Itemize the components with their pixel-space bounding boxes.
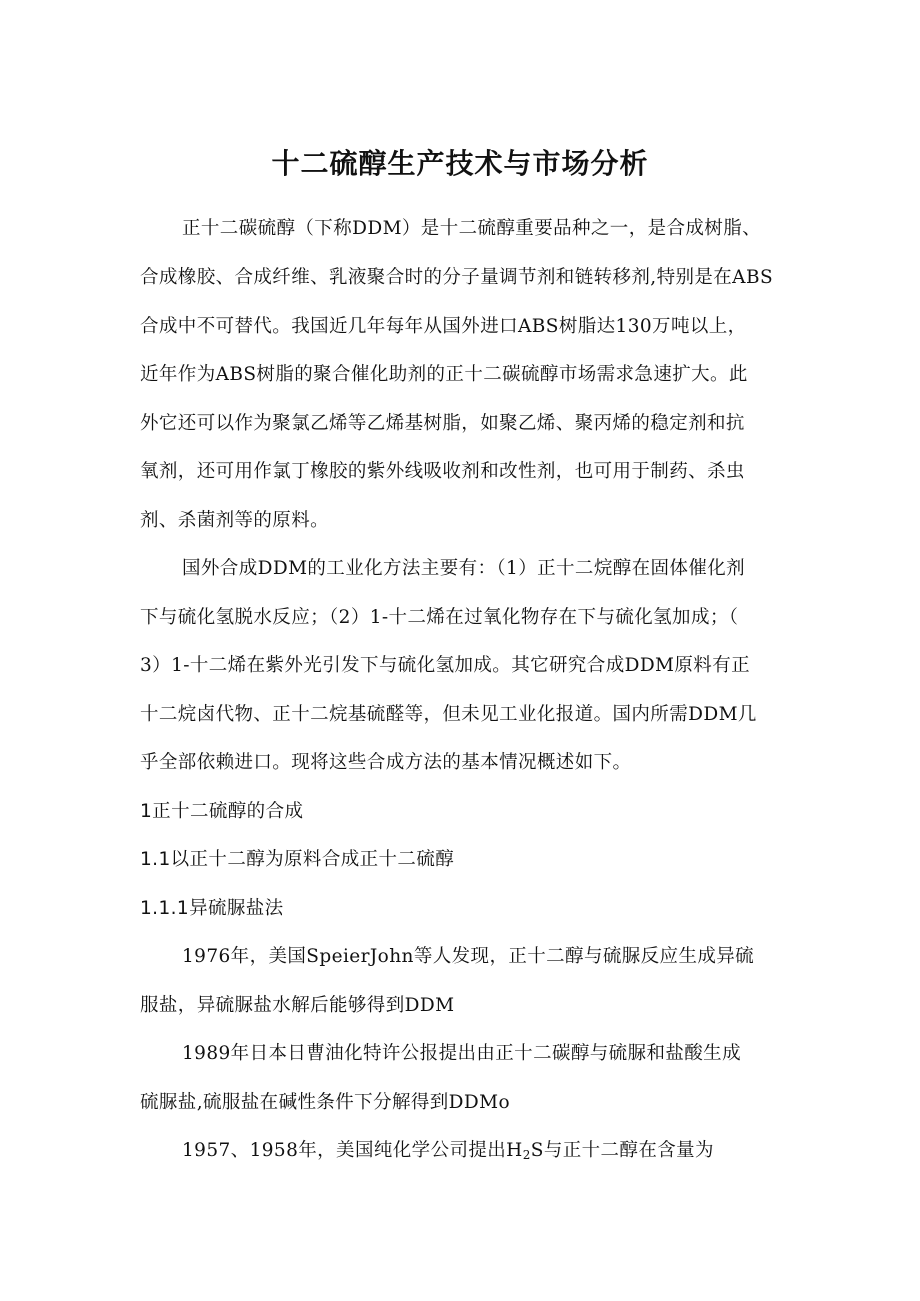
text-line: 3）1-十二烯在紫外光引发下与硫化氢加成。其它研究合成DDM原料有正: [140, 655, 751, 676]
text-line: 合成中不可替代。我国近几年每年从国外进口ABS树脂达130万吨以上，: [140, 316, 747, 337]
text-segment: 1957、1958年，美国纯化学公司提出H: [182, 1140, 523, 1161]
text-line: 乎全部依赖进口。现将这些合成方法的基本情况概述如下。: [140, 752, 632, 773]
text-line: 1976年，美国SpeierJohn等人发现，正十二醇与硫脲反应生成异硫: [182, 946, 755, 967]
text-line: 十二烷卤代物、正十二烷基硫醛等，但未见工业化报道。国内所需DDM几: [140, 704, 757, 725]
text-line: 剂、杀菌剂等的原料。: [140, 510, 330, 531]
text-line: 氧剂，还可用作氯丁橡胶的紫外线吸收剂和改性剂，也可用于制药、杀虫: [140, 461, 745, 482]
paragraph-5-line: [182, 1138, 790, 1168]
text-line: 正十二碳硫醇（下称DDM）是十二硫醇重要品种之一，是合成树脂、: [182, 218, 762, 239]
text-line: 下与硫化氢脱水反应；（2）1-十二烯在过氧化物存在下与硫化氢加成；（: [140, 607, 739, 628]
subscript: 2: [522, 1148, 531, 1162]
document-title: 十二硫醇生产技术与市场分析: [271, 147, 649, 180]
section-heading-1-1-1: 1.1.1异硫脲盐法: [140, 898, 284, 919]
text-segment: S与正十二醇在含量为: [530, 1140, 714, 1161]
text-line: 1989年日本日曹油化特许公报提出由正十二碳醇与硫脲和盐酸生成: [182, 1043, 741, 1064]
section-heading-1: 1正十二硫醇的合成: [140, 801, 304, 822]
text-line: 外它还可以作为聚氯乙烯等乙烯基树脂，如聚乙烯、聚丙烯的稳定剂和抗: [140, 413, 745, 434]
text-line: 合成橡胶、合成纤维、乳液聚合时的分子量调节剂和链转移剂,特别是在ABS: [140, 267, 774, 288]
text-line: 硫脲盐,硫服盐在碱性条件下分解得到DDMo: [140, 1092, 511, 1113]
section-heading-1-1: 1.1以正十二醇为原料合成正十二硫醇: [140, 849, 455, 870]
text-line: 国外合成DDM的工业化方法主要有：（1）正十二烷醇在固体催化剂: [182, 558, 746, 579]
text-line: 近年作为ABS树脂的聚合催化助剂的正十二碳硫醇市场需求急速扩大。此: [140, 364, 748, 385]
text-line: 服盐，异硫脲盐水解后能够得到DDM: [140, 995, 455, 1016]
